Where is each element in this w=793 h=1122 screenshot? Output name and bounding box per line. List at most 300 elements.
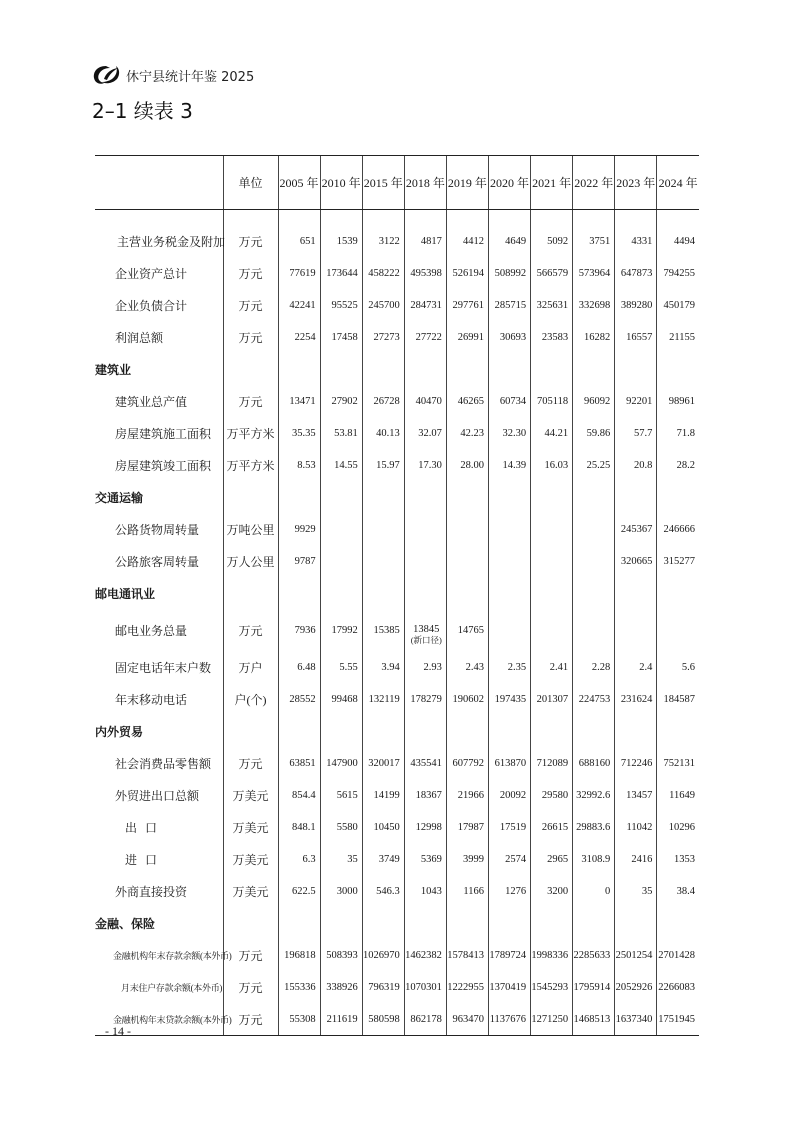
value-cell: 2965 — [531, 843, 573, 875]
value-cell: 1043 — [404, 875, 446, 907]
value-cell: 11042 — [615, 811, 657, 843]
value-cell: 963470 — [446, 1003, 488, 1036]
value-cell — [531, 545, 573, 577]
row-unit: 万元 — [223, 321, 278, 353]
value-cell: 190602 — [446, 683, 488, 715]
value-cell: 5.55 — [320, 651, 362, 683]
value-cell: 5580 — [320, 811, 362, 843]
section-row — [95, 577, 699, 609]
empty-cell — [657, 353, 699, 385]
value-cell: 1751945 — [657, 1003, 699, 1036]
row-unit: 万元 — [223, 747, 278, 779]
value-cell — [573, 545, 615, 577]
value-with-note — [411, 624, 442, 645]
header-year: 2021 年 — [531, 156, 573, 210]
value-cell: 26615 — [531, 811, 573, 843]
value-cell: 2.28 — [573, 651, 615, 683]
value-cell: 28.2 — [657, 449, 699, 481]
value-cell: 3122 — [362, 225, 404, 257]
value-cell: 6.48 — [278, 651, 320, 683]
value-cell: 2.41 — [531, 651, 573, 683]
yearbook-logo-icon — [92, 63, 122, 87]
value-cell: 3200 — [531, 875, 573, 907]
row-unit: 万元 — [223, 609, 278, 651]
value-cell: 26991 — [446, 321, 488, 353]
empty-cell — [404, 577, 446, 609]
value-cell: 20092 — [488, 779, 530, 811]
value-cell: 458222 — [362, 257, 404, 289]
value-cell: 796319 — [362, 971, 404, 1003]
row-unit: 万元 — [223, 971, 278, 1003]
value-cell: 526194 — [446, 257, 488, 289]
value-cell — [362, 513, 404, 545]
value-cell: 752131 — [657, 747, 699, 779]
table-row — [95, 747, 699, 779]
value-cell: 246666 — [657, 513, 699, 545]
spacer-cell — [488, 210, 530, 226]
value-cell: 96092 — [573, 385, 615, 417]
row-unit: 万元 — [223, 225, 278, 257]
row-label: 外商直接投资 — [115, 884, 188, 899]
value-cell: 99468 — [320, 683, 362, 715]
value-cell: 155336 — [278, 971, 320, 1003]
empty-cell — [223, 715, 278, 747]
value-cell: 315277 — [657, 545, 699, 577]
value-cell: 15385 — [362, 609, 404, 651]
value-cell: 57.7 — [615, 417, 657, 449]
table-row — [95, 385, 699, 417]
section-row — [95, 481, 699, 513]
empty-cell — [446, 481, 488, 513]
row-label: 年末移动电话 — [115, 692, 188, 707]
value-cell: 11649 — [657, 779, 699, 811]
value-cell: 42241 — [278, 289, 320, 321]
row-unit: 万平方米 — [223, 417, 278, 449]
section-row — [95, 907, 699, 939]
table-row — [95, 545, 699, 577]
empty-cell — [488, 907, 530, 939]
running-header — [92, 62, 254, 88]
value-cell: 4331 — [615, 225, 657, 257]
table-row — [95, 1003, 699, 1036]
value-cell: 1637340 — [615, 1003, 657, 1036]
value-cell: 854.4 — [278, 779, 320, 811]
value-cell: 1468513 — [573, 1003, 615, 1036]
value-cell: 4649 — [488, 225, 530, 257]
value-cell: 2574 — [488, 843, 530, 875]
value-cell: 338926 — [320, 971, 362, 1003]
value-cell: 92201 — [615, 385, 657, 417]
spacer-cell — [573, 210, 615, 226]
value-cell: 10450 — [362, 811, 404, 843]
table-row — [95, 811, 699, 843]
value-cell: 2701428 — [657, 939, 699, 971]
value-cell: 651 — [278, 225, 320, 257]
empty-cell — [320, 577, 362, 609]
spacer-cell — [657, 210, 699, 226]
value-cell: 63851 — [278, 747, 320, 779]
value-cell: 27273 — [362, 321, 404, 353]
value-cell: 17519 — [488, 811, 530, 843]
value-cell: 320665 — [615, 545, 657, 577]
value-cell: 546.3 — [362, 875, 404, 907]
value-cell: 3108.9 — [573, 843, 615, 875]
empty-cell — [320, 715, 362, 747]
value-cell: 2.35 — [488, 651, 530, 683]
value-cell: 30693 — [488, 321, 530, 353]
value-cell: 3000 — [320, 875, 362, 907]
table-row — [95, 683, 699, 715]
header-year: 2024 年 — [657, 156, 699, 210]
value-cell: 5.6 — [657, 651, 699, 683]
table-row — [95, 289, 699, 321]
empty-cell — [531, 577, 573, 609]
header-year: 2023 年 — [615, 156, 657, 210]
value-cell — [573, 513, 615, 545]
value-cell: 297761 — [446, 289, 488, 321]
value-cell — [531, 609, 573, 651]
value-cell: 71.8 — [657, 417, 699, 449]
empty-cell — [278, 907, 320, 939]
empty-cell — [278, 353, 320, 385]
value-cell: 508393 — [320, 939, 362, 971]
empty-cell — [615, 353, 657, 385]
empty-cell — [404, 907, 446, 939]
value-cell: 712089 — [531, 747, 573, 779]
value-cell: 95525 — [320, 289, 362, 321]
table-row — [95, 449, 699, 481]
value-cell: 40470 — [404, 385, 446, 417]
value-cell: 16282 — [573, 321, 615, 353]
empty-cell — [446, 715, 488, 747]
value-cell: 40.13 — [362, 417, 404, 449]
empty-cell — [446, 353, 488, 385]
table-row — [95, 609, 699, 651]
value-cell: 1070301 — [404, 971, 446, 1003]
value-cell: 389280 — [615, 289, 657, 321]
value-cell: 8.53 — [278, 449, 320, 481]
row-label: 公路旅客周转量 — [115, 554, 200, 569]
row-label: 利润总额 — [115, 330, 164, 345]
value-cell: 38.4 — [657, 875, 699, 907]
value-cell — [404, 545, 446, 577]
spacer-cell — [223, 210, 278, 226]
empty-cell — [573, 907, 615, 939]
spacer-cell — [531, 210, 573, 226]
row-label: 房屋建筑竣工面积 — [115, 458, 212, 473]
value-cell — [446, 545, 488, 577]
value-cell: 1539 — [320, 225, 362, 257]
value-cell: 613870 — [488, 747, 530, 779]
row-label: 金融机构年末贷款余额(本外币) — [95, 1003, 223, 1036]
value-cell — [531, 513, 573, 545]
spacer-cell — [446, 210, 488, 226]
value-cell: 7936 — [278, 609, 320, 651]
value-cell: 17987 — [446, 811, 488, 843]
value-cell: 46265 — [446, 385, 488, 417]
empty-cell — [657, 481, 699, 513]
value-cell: 2254 — [278, 321, 320, 353]
row-unit: 万美元 — [223, 875, 278, 907]
header-year: 2018 年 — [404, 156, 446, 210]
value-cell: 197435 — [488, 683, 530, 715]
value-cell: 285715 — [488, 289, 530, 321]
value-cell — [362, 545, 404, 577]
value-cell: 196818 — [278, 939, 320, 971]
empty-cell — [657, 715, 699, 747]
header-unit: 单位 — [223, 156, 278, 210]
statistics-table — [95, 155, 699, 1036]
header-year: 2010 年 — [320, 156, 362, 210]
row-label: 出口 — [125, 820, 166, 835]
value-cell — [573, 609, 615, 651]
value-cell — [488, 513, 530, 545]
value-cell: 6.3 — [278, 843, 320, 875]
value-cell: 2266083 — [657, 971, 699, 1003]
spacer-row — [95, 210, 699, 226]
empty-cell — [573, 577, 615, 609]
value-note: (新口径) — [410, 635, 442, 645]
spacer-cell — [320, 210, 362, 226]
header-year: 2015 年 — [362, 156, 404, 210]
value-cell: 1271250 — [531, 1003, 573, 1036]
value-cell: 508992 — [488, 257, 530, 289]
value-cell: 32992.6 — [573, 779, 615, 811]
value-cell: 3999 — [446, 843, 488, 875]
row-unit: 万吨公里 — [223, 513, 278, 545]
value-cell: 1998336 — [531, 939, 573, 971]
empty-cell — [531, 907, 573, 939]
row-label: 外贸进出口总额 — [115, 788, 200, 803]
row-unit: 万元 — [223, 1003, 278, 1036]
value-cell: 5092 — [531, 225, 573, 257]
value-cell — [320, 545, 362, 577]
value-cell: 5369 — [404, 843, 446, 875]
spacer-cell — [404, 210, 446, 226]
value-cell: 332698 — [573, 289, 615, 321]
empty-cell — [446, 577, 488, 609]
row-label: 邮电业务总量 — [115, 623, 188, 638]
value-cell: 17992 — [320, 609, 362, 651]
value-cell: 231624 — [615, 683, 657, 715]
table-row — [95, 843, 699, 875]
value-cell: 245700 — [362, 289, 404, 321]
empty-cell — [223, 481, 278, 513]
empty-cell — [573, 481, 615, 513]
value-cell: 14.55 — [320, 449, 362, 481]
empty-cell — [404, 715, 446, 747]
value-cell: 18367 — [404, 779, 446, 811]
value-cell: 862178 — [404, 1003, 446, 1036]
table-row — [95, 225, 699, 257]
value-cell: 566579 — [531, 257, 573, 289]
value-cell: 4494 — [657, 225, 699, 257]
empty-cell — [573, 715, 615, 747]
empty-cell — [615, 907, 657, 939]
empty-cell — [223, 577, 278, 609]
value-cell: 44.21 — [531, 417, 573, 449]
value-cell: 132119 — [362, 683, 404, 715]
value-cell: 1795914 — [573, 971, 615, 1003]
value-cell: 3751 — [573, 225, 615, 257]
value-cell: 1026970 — [362, 939, 404, 971]
value-cell: 184587 — [657, 683, 699, 715]
value-cell: 325631 — [531, 289, 573, 321]
value-cell: 573964 — [573, 257, 615, 289]
value-cell: 2416 — [615, 843, 657, 875]
spacer-cell — [278, 210, 320, 226]
value-cell: 13457 — [615, 779, 657, 811]
value-cell: 29580 — [531, 779, 573, 811]
value-cell: 35.35 — [278, 417, 320, 449]
value-cell: 98961 — [657, 385, 699, 417]
header-year: 2019 年 — [446, 156, 488, 210]
value-cell — [657, 609, 699, 651]
value-cell: 1462382 — [404, 939, 446, 971]
table-row — [95, 321, 699, 353]
value-cell: 55308 — [278, 1003, 320, 1036]
row-unit: 万元 — [223, 257, 278, 289]
value-cell: 4817 — [404, 225, 446, 257]
value-cell: 5615 — [320, 779, 362, 811]
value-cell: 29883.6 — [573, 811, 615, 843]
value-cell: 1222955 — [446, 971, 488, 1003]
header-year: 2020 年 — [488, 156, 530, 210]
section-heading: 金融、保险 — [95, 916, 156, 931]
value-cell: 9787 — [278, 545, 320, 577]
value-cell: 1166 — [446, 875, 488, 907]
value-cell: 13471 — [278, 385, 320, 417]
row-label: 进口 — [125, 852, 166, 867]
row-label: 建筑业总产值 — [115, 394, 188, 409]
value-cell: 20.8 — [615, 449, 657, 481]
row-unit: 万美元 — [223, 843, 278, 875]
value-cell: 26728 — [362, 385, 404, 417]
value-text: 13845 — [413, 624, 440, 635]
empty-cell — [404, 481, 446, 513]
table-row — [95, 513, 699, 545]
empty-cell — [404, 353, 446, 385]
value-cell: 607792 — [446, 747, 488, 779]
value-cell: 1137676 — [488, 1003, 530, 1036]
value-cell — [320, 513, 362, 545]
value-cell: 211619 — [320, 1003, 362, 1036]
value-cell: 1789724 — [488, 939, 530, 971]
spacer-cell — [615, 210, 657, 226]
row-label: 公路货物周转量 — [115, 522, 200, 537]
value-cell: 224753 — [573, 683, 615, 715]
value-cell: 21155 — [657, 321, 699, 353]
section-heading: 内外贸易 — [95, 724, 144, 739]
value-cell: 178279 — [404, 683, 446, 715]
value-cell: 705118 — [531, 385, 573, 417]
empty-cell — [531, 353, 573, 385]
empty-cell — [320, 481, 362, 513]
value-cell: 77619 — [278, 257, 320, 289]
value-cell: 27722 — [404, 321, 446, 353]
value-cell: 32.07 — [404, 417, 446, 449]
value-cell: 9929 — [278, 513, 320, 545]
value-cell: 12998 — [404, 811, 446, 843]
value-cell: 0 — [573, 875, 615, 907]
value-cell — [404, 513, 446, 545]
empty-cell — [278, 577, 320, 609]
empty-cell — [531, 481, 573, 513]
section-row — [95, 353, 699, 385]
value-cell: 2285633 — [573, 939, 615, 971]
row-label: 金融机构年末存款余额(本外币) — [113, 950, 232, 961]
row-label: 企业负债合计 — [115, 298, 188, 313]
value-cell: 27902 — [320, 385, 362, 417]
value-cell — [615, 609, 657, 651]
section-heading: 建筑业 — [95, 362, 132, 377]
value-cell: 23583 — [531, 321, 573, 353]
row-label: 固定电话年末户数 — [115, 660, 212, 675]
value-cell — [488, 545, 530, 577]
header-year: 2022 年 — [573, 156, 615, 210]
value-cell: 32.30 — [488, 417, 530, 449]
section-heading: 邮电通讯业 — [95, 586, 156, 601]
value-cell: 16.03 — [531, 449, 573, 481]
empty-cell — [488, 481, 530, 513]
value-cell: 60734 — [488, 385, 530, 417]
value-cell: 42.23 — [446, 417, 488, 449]
value-cell: 2.4 — [615, 651, 657, 683]
empty-cell — [615, 577, 657, 609]
value-cell: 1276 — [488, 875, 530, 907]
value-cell: 320017 — [362, 747, 404, 779]
value-cell — [404, 609, 446, 651]
row-label: 社会消费品零售额 — [115, 756, 212, 771]
value-cell: 450179 — [657, 289, 699, 321]
value-cell: 53.81 — [320, 417, 362, 449]
value-cell: 147900 — [320, 747, 362, 779]
empty-cell — [657, 907, 699, 939]
value-cell: 1353 — [657, 843, 699, 875]
book-title: 休宁县统计年鉴 2025 — [126, 69, 255, 85]
table-title: 2–1 续表 3 — [92, 99, 193, 123]
empty-cell — [362, 907, 404, 939]
value-cell: 35 — [615, 875, 657, 907]
value-cell: 2501254 — [615, 939, 657, 971]
empty-cell — [488, 353, 530, 385]
row-label: 主营业务税金及附加 — [117, 234, 226, 249]
table-row — [95, 939, 699, 971]
value-cell: 794255 — [657, 257, 699, 289]
value-cell: 35 — [320, 843, 362, 875]
empty-cell — [362, 715, 404, 747]
table-row — [95, 417, 699, 449]
value-cell: 1578413 — [446, 939, 488, 971]
row-unit: 万平方米 — [223, 449, 278, 481]
value-cell: 14199 — [362, 779, 404, 811]
value-cell: 4412 — [446, 225, 488, 257]
value-cell: 59.86 — [573, 417, 615, 449]
value-cell: 173644 — [320, 257, 362, 289]
value-cell: 14.39 — [488, 449, 530, 481]
value-cell: 3.94 — [362, 651, 404, 683]
empty-cell — [278, 715, 320, 747]
row-unit: 万元 — [223, 289, 278, 321]
value-cell: 580598 — [362, 1003, 404, 1036]
value-cell: 10296 — [657, 811, 699, 843]
empty-cell — [573, 353, 615, 385]
row-unit: 万美元 — [223, 779, 278, 811]
value-cell: 2052926 — [615, 971, 657, 1003]
value-cell: 712246 — [615, 747, 657, 779]
value-cell: 201307 — [531, 683, 573, 715]
table-header-row — [95, 156, 699, 210]
